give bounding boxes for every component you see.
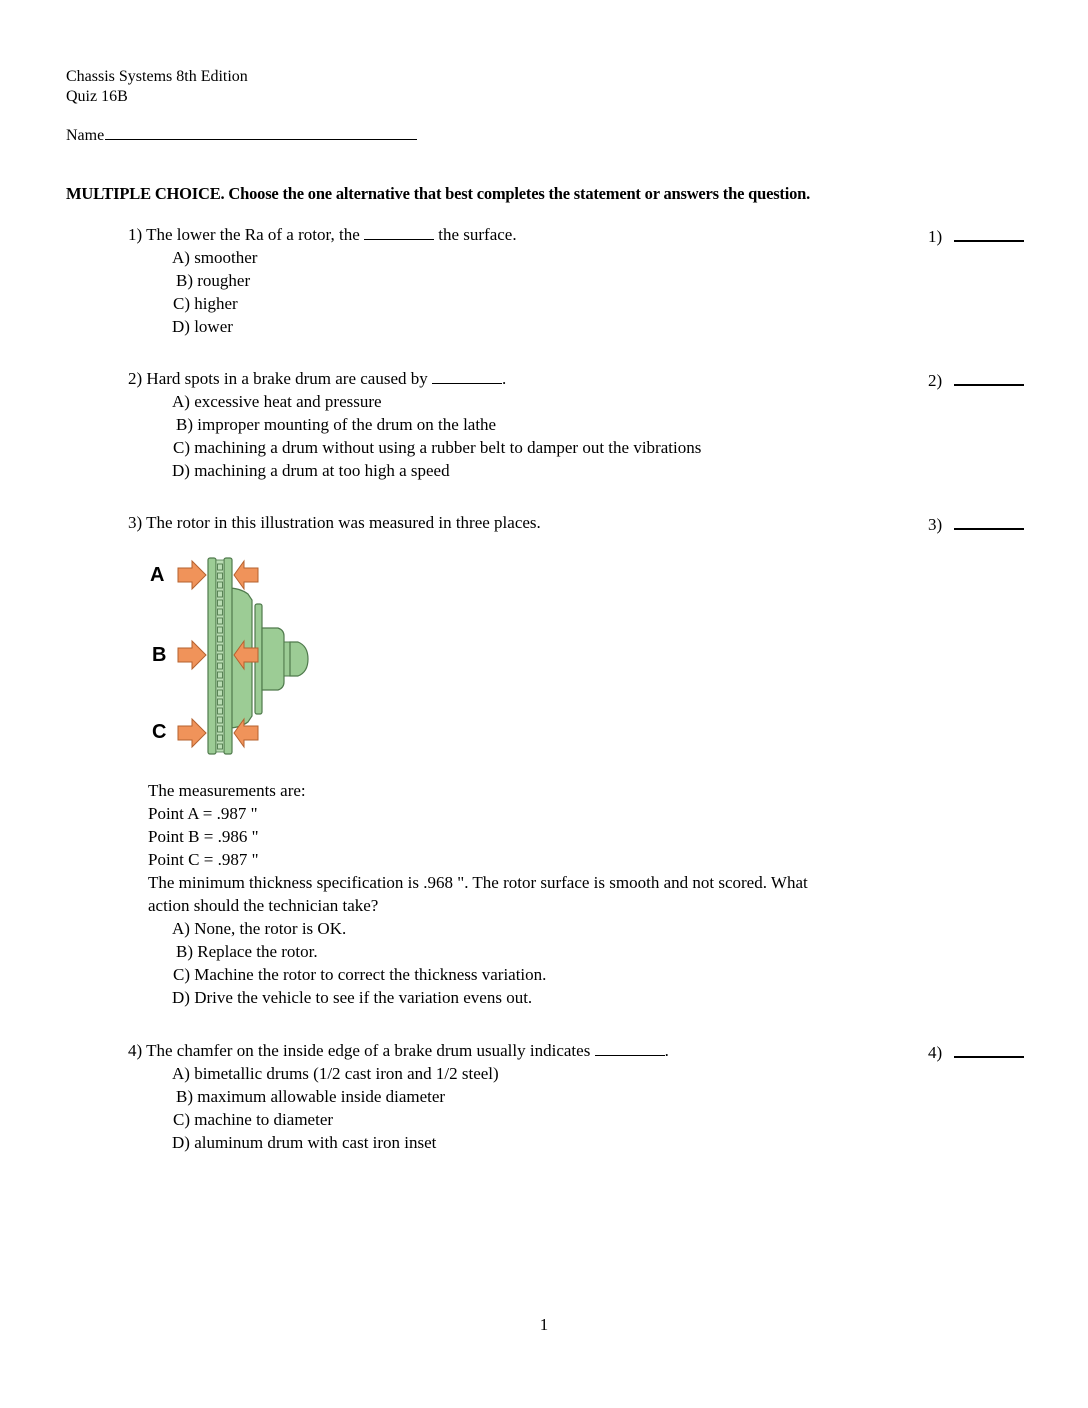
answer-line[interactable] bbox=[954, 513, 1024, 530]
option-c[interactable]: C) Machine the rotor to correct the thickness variation. bbox=[173, 965, 547, 984]
option-a[interactable]: A) None, the rotor is OK. bbox=[172, 919, 347, 938]
spec-line-1: The minimum thickness specification is .968 ". The rotor surface is smooth and not scored. What bbox=[148, 873, 808, 892]
question-3-stem: 3) The rotor in this illustration was measured in three places. bbox=[128, 513, 541, 532]
option-a[interactable]: A) bimetallic drums (1/2 cast iron and 1/2 steel) bbox=[172, 1064, 499, 1083]
answer-line[interactable] bbox=[954, 369, 1024, 386]
fill-blank bbox=[364, 225, 434, 240]
option-d[interactable]: D) lower bbox=[172, 317, 233, 336]
option-d[interactable]: D) machining a drum at too high a speed bbox=[172, 461, 450, 480]
answer-line[interactable] bbox=[954, 1041, 1024, 1058]
quiz-title: Quiz 16B bbox=[66, 88, 128, 105]
measurements-block bbox=[148, 779, 808, 917]
answer-line[interactable] bbox=[954, 225, 1024, 242]
measurement-c: Point C = .987 " bbox=[148, 850, 259, 869]
option-a[interactable]: A) smoother bbox=[172, 248, 258, 267]
answer-blank-1[interactable]: 1) bbox=[928, 225, 1024, 247]
name-label: Name bbox=[66, 127, 105, 144]
course-title: Chassis Systems 8th Edition bbox=[66, 68, 248, 85]
answer-blank-4[interactable]: 4) bbox=[928, 1041, 1024, 1063]
rotor-illustration bbox=[148, 556, 318, 756]
measurement-a: Point A = .987 " bbox=[148, 804, 258, 823]
measurement-b: Point B = .986 " bbox=[148, 827, 259, 846]
question-1 bbox=[128, 223, 517, 338]
question-stem: 4) The chamfer on the inside edge of a brake drum usually indicates . bbox=[128, 1041, 669, 1060]
option-b[interactable]: B) maximum allowable inside diameter bbox=[176, 1087, 446, 1106]
fill-blank bbox=[432, 369, 502, 384]
question-4 bbox=[128, 1039, 669, 1154]
question-2 bbox=[128, 367, 701, 482]
question-3-options bbox=[128, 917, 546, 1009]
option-b[interactable]: B) rougher bbox=[176, 271, 251, 290]
option-a[interactable]: A) excessive heat and pressure bbox=[172, 392, 382, 411]
label-a: A bbox=[150, 564, 165, 586]
question-stem: 2) Hard spots in a brake drum are caused by . bbox=[128, 369, 507, 388]
question-stem: 1) The lower the Ra of a rotor, the the surface. bbox=[128, 225, 517, 244]
fill-blank bbox=[595, 1041, 665, 1056]
spec-line-2: action should the technician take? bbox=[148, 896, 379, 915]
answer-blank-3[interactable]: 3) bbox=[928, 513, 1024, 535]
option-b[interactable]: B) Replace the rotor. bbox=[176, 942, 318, 961]
name-field[interactable] bbox=[66, 125, 417, 146]
option-c[interactable]: C) machine to diameter bbox=[173, 1110, 334, 1129]
answer-blank-2[interactable]: 2) bbox=[928, 369, 1024, 391]
instructions: MULTIPLE CHOICE. Choose the one alternative that best completes the statement or answers the question. bbox=[66, 184, 811, 203]
rotor-diagram-icon bbox=[148, 556, 318, 756]
label-c: C bbox=[152, 721, 167, 743]
option-d[interactable]: D) Drive the vehicle to see if the variation evens out. bbox=[172, 988, 533, 1007]
name-input-line[interactable] bbox=[105, 125, 417, 140]
option-c[interactable]: C) machining a drum without using a rubber belt to damper out the vibrations bbox=[173, 438, 702, 457]
option-b[interactable]: B) improper mounting of the drum on the lathe bbox=[176, 415, 497, 434]
page-number: 1 bbox=[539, 1315, 549, 1334]
label-b: B bbox=[152, 644, 167, 666]
option-d[interactable]: D) aluminum drum with cast iron inset bbox=[172, 1133, 437, 1152]
option-c[interactable]: C) higher bbox=[173, 294, 238, 313]
measurements-intro: The measurements are: bbox=[148, 781, 306, 800]
